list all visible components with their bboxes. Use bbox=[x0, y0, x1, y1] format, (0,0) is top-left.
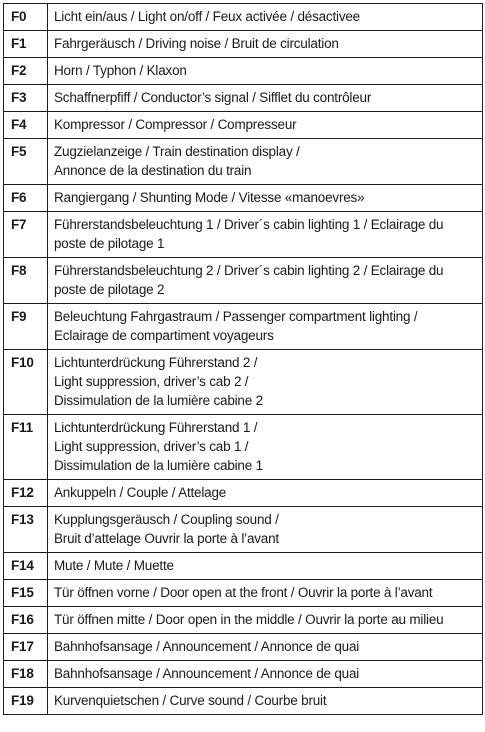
table-row bbox=[4, 85, 483, 112]
function-key: F19 bbox=[4, 688, 48, 715]
table-row bbox=[4, 688, 483, 715]
function-key: F1 bbox=[4, 31, 48, 58]
function-description: Führerstandsbeleuchtung 1 / Driver´s cabin lighting 1 / Eclairage du poste de pilotage 1 bbox=[48, 212, 483, 258]
function-key: F8 bbox=[4, 258, 48, 304]
function-key: F4 bbox=[4, 112, 48, 139]
table-row bbox=[4, 112, 483, 139]
function-description: Bahnhofsansage / Announcement / Annonce de quai bbox=[48, 661, 483, 688]
function-key: F3 bbox=[4, 85, 48, 112]
function-description: Bahnhofsansage / Announcement / Annonce de quai bbox=[48, 634, 483, 661]
function-description: Schaffnerpfiff / Conductor’s signal / Sifflet du contrôleur bbox=[48, 85, 483, 112]
function-key: F16 bbox=[4, 607, 48, 634]
function-key: F18 bbox=[4, 661, 48, 688]
function-description: Mute / Mute / Muette bbox=[48, 553, 483, 580]
table-row bbox=[4, 507, 483, 553]
table-row bbox=[4, 304, 483, 350]
function-key: F14 bbox=[4, 553, 48, 580]
function-description: Lichtunterdrückung Führerstand 1 / Light suppression, driver’s cab 1 / Dissimulation de la lumière cabine 1 bbox=[48, 415, 483, 480]
table-row bbox=[4, 258, 483, 304]
function-description: Lichtunterdrückung Führerstand 2 / Light suppression, driver’s cab 2 / Dissimulation de la lumière cabine 2 bbox=[48, 350, 483, 415]
table-row bbox=[4, 350, 483, 415]
function-description: Zugzielanzeige / Train destination display / Annonce de la destination du train bbox=[48, 139, 483, 185]
table-row bbox=[4, 212, 483, 258]
function-key: F12 bbox=[4, 480, 48, 507]
function-key: F17 bbox=[4, 634, 48, 661]
table-row bbox=[4, 634, 483, 661]
function-description: Tür öffnen mitte / Door open in the middle / Ouvrir la porte au milieu bbox=[48, 607, 483, 634]
function-description: Ankuppeln / Couple / Attelage bbox=[48, 480, 483, 507]
table-row bbox=[4, 480, 483, 507]
table-row bbox=[4, 580, 483, 607]
function-key: F7 bbox=[4, 212, 48, 258]
table-row bbox=[4, 607, 483, 634]
function-key: F5 bbox=[4, 139, 48, 185]
table-row bbox=[4, 415, 483, 480]
function-description: Licht ein/aus / Light on/off / Feux activée / désactivee bbox=[48, 4, 483, 31]
function-description: Tür öffnen vorne / Door open at the front / Ouvrir la porte à l’avant bbox=[48, 580, 483, 607]
function-key: F11 bbox=[4, 415, 48, 480]
function-table-body bbox=[4, 4, 483, 715]
function-description: Beleuchtung Fahrgastraum / Passenger compartment lighting / Eclairage de compartiment voyageurs bbox=[48, 304, 483, 350]
function-key: F9 bbox=[4, 304, 48, 350]
table-row bbox=[4, 4, 483, 31]
function-description: Kupplungsgeräusch / Coupling sound / Bruit d’attelage Ouvrir la porte à l’avant bbox=[48, 507, 483, 553]
table-row bbox=[4, 139, 483, 185]
function-description: Rangiergang / Shunting Mode / Vitesse «manoevres» bbox=[48, 185, 483, 212]
table-row bbox=[4, 58, 483, 85]
table-row bbox=[4, 31, 483, 58]
function-description: Horn / Typhon / Klaxon bbox=[48, 58, 483, 85]
function-description: Fahrgeräusch / Driving noise / Bruit de circulation bbox=[48, 31, 483, 58]
function-key: F15 bbox=[4, 580, 48, 607]
function-key: F2 bbox=[4, 58, 48, 85]
function-key: F0 bbox=[4, 4, 48, 31]
function-table bbox=[3, 3, 483, 715]
function-key: F13 bbox=[4, 507, 48, 553]
function-key: F6 bbox=[4, 185, 48, 212]
function-description: Führerstandsbeleuchtung 2 / Driver´s cabin lighting 2 / Eclairage du poste de pilotage 2 bbox=[48, 258, 483, 304]
table-row bbox=[4, 553, 483, 580]
table-row bbox=[4, 185, 483, 212]
function-description: Kompressor / Compressor / Compresseur bbox=[48, 112, 483, 139]
function-key: F10 bbox=[4, 350, 48, 415]
table-row bbox=[4, 661, 483, 688]
function-description: Kurvenquietschen / Curve sound / Courbe bruit bbox=[48, 688, 483, 715]
